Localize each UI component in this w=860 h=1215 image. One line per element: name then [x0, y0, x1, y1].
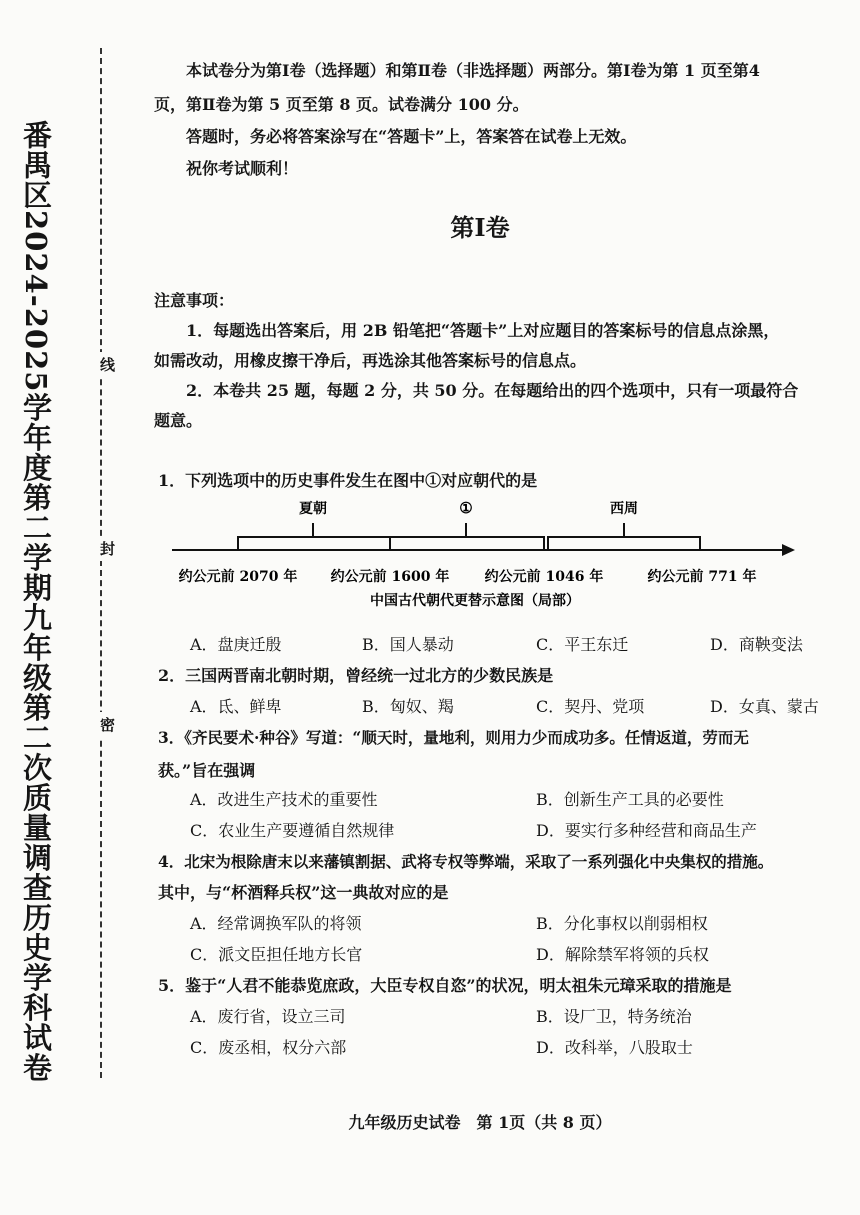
question-5-stem: 5．鉴于“人君不能恭览庶政，大臣专权自恣”的状况，明太祖朱元璋采取的措施是: [158, 976, 732, 995]
question-3-stem: 3．《齐民要术·种谷》写道：“顺天时，量地利，则用力少而成功多。任情返道，劳而无: [158, 728, 749, 747]
segment-1: [390, 537, 544, 550]
q2-option-d[interactable]: D．女真、蒙古: [710, 697, 819, 716]
intro-line-1: 本试卷分为第Ⅰ卷（选择题）和第Ⅱ卷（非选择题）两部分。第Ⅰ卷为第 1 页至第4: [186, 61, 760, 80]
date-1046: 约公元前 1046 年: [484, 569, 604, 585]
timeline-arrow: [782, 544, 795, 556]
dynasty-timeline: [160, 495, 810, 620]
notice-item-1b: 如需改动，用橡皮擦干净后，再选涂其他答案标号的信息点。: [154, 351, 587, 370]
q3-option-d[interactable]: D．要实行多种经营和商品生产: [536, 821, 757, 840]
segment-xia: [238, 537, 390, 550]
q2-option-b[interactable]: B．匈奴、羯: [362, 697, 454, 716]
binding-cut-line: [100, 48, 102, 1078]
intro-line-3: 答题时，务必将答案涂写在“答题卡”上，答案答在试卷上无效。: [186, 127, 637, 146]
q4-option-d[interactable]: D．解除禁军将领的兵权: [536, 945, 709, 964]
label-xia: 夏朝: [299, 501, 327, 517]
question-4-stem: 4．北宋为根除唐末以来藩镇割据、武将专权等弊端，采取了一系列强化中央集权的措施。: [158, 852, 774, 871]
q4-option-c[interactable]: C．派文臣担任地方长官: [190, 945, 363, 964]
q3-option-c[interactable]: C．农业生产要遵循自然规律: [190, 821, 395, 840]
q2-option-a[interactable]: A．氐、鲜卑: [190, 697, 282, 716]
cut-label-mi: 密: [100, 712, 115, 737]
question-1-stem: 1．下列选项中的历史事件发生在图中①对应朝代的是: [158, 471, 538, 490]
question-4-stem-cont: 其中，与“杯酒释兵权”这一典故对应的是: [158, 883, 449, 902]
q3-option-a[interactable]: A．改进生产技术的重要性: [190, 790, 378, 809]
notice-item-2b: 题意。: [154, 411, 203, 430]
q5-option-c[interactable]: C．废丞相，权分六部: [190, 1038, 347, 1057]
q4-option-a[interactable]: A．经常调换军队的将领: [190, 914, 362, 933]
notice-item-1a: 1．每题选出答案后，用 2B 铅笔把“答题卡”上对应题目的答案标号的信息点涂黑，: [186, 321, 780, 340]
q5-option-d[interactable]: D．改科举，八股取士: [536, 1038, 693, 1057]
q1-option-c[interactable]: C．平王东迁: [536, 635, 629, 654]
question-2-stem: 2．三国两晋南北朝时期，曾经统一过北方的少数民族是: [158, 666, 554, 685]
page-footer: 九年级历史试卷 第 1页（共 8 页）: [348, 1113, 612, 1132]
segment-western-zhou: [548, 537, 700, 550]
q4-option-b[interactable]: B．分化事权以削弱相权: [536, 914, 708, 933]
q1-option-a[interactable]: A．盘庚迁殷: [190, 635, 282, 654]
date-771: 约公元前 771 年: [647, 569, 757, 585]
label-western-zhou: 西周: [610, 501, 638, 517]
q3-option-b[interactable]: B．创新生产工具的必要性: [536, 790, 724, 809]
section-title: 第Ⅰ卷: [450, 213, 510, 242]
q5-option-b[interactable]: B．设厂卫，特务统治: [536, 1007, 692, 1026]
notice-title: 注意事项：: [154, 291, 235, 310]
question-3-stem-cont: 获。”旨在强调: [158, 761, 256, 780]
intro-line-2: 页，第Ⅱ卷为第 5 页至第 8 页。试卷满分 100 分。: [154, 95, 529, 114]
date-1600: 约公元前 1600 年: [330, 569, 450, 585]
date-2070: 约公元前 2070 年: [178, 569, 298, 585]
q1-option-d[interactable]: D．商鞅变法: [710, 635, 803, 654]
cut-label-feng: 封: [100, 536, 115, 561]
q2-option-c[interactable]: C．契丹、党项: [536, 697, 645, 716]
side-title: 番禺区2024-2025学年度第二学期九年级第二次质量调查历史学科试卷: [19, 120, 53, 1083]
intro-line-4: 祝你考试顺利！: [186, 159, 299, 178]
timeline-caption: 中国古代朝代更替示意图（局部）: [370, 593, 580, 609]
q5-option-a[interactable]: A．废行省，设立三司: [190, 1007, 346, 1026]
cut-label-xian: 线: [100, 352, 115, 377]
label-1: ①: [459, 499, 473, 517]
q1-option-b[interactable]: B．国人暴动: [362, 635, 454, 654]
notice-item-2a: 2．本卷共 25 题，每题 2 分，共 50 分。在每题给出的四个选项中，只有一项最符合: [186, 381, 799, 400]
